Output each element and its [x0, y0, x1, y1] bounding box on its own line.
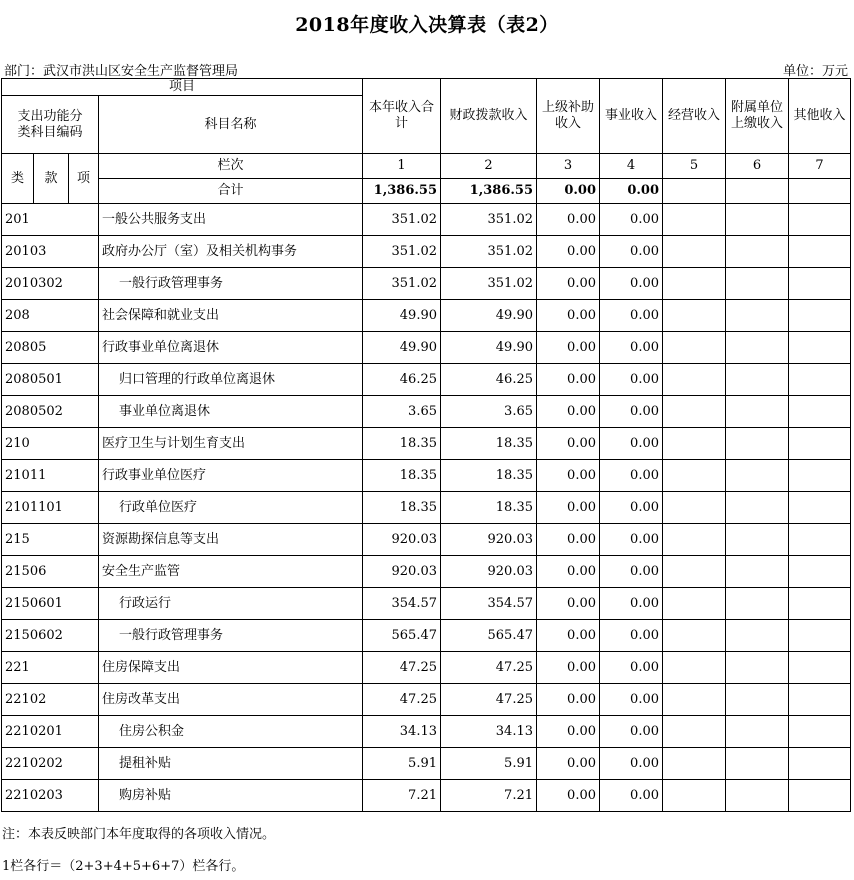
row-value-col-5: [663, 268, 726, 300]
row-value-col-2: 49.90: [441, 300, 537, 332]
row-subject-name: 行政事业单位离退休: [99, 332, 363, 364]
row-value-col-3: 0.00: [537, 524, 600, 556]
row-value-col-3: 0.00: [537, 652, 600, 684]
row-value-col-1: 351.02: [363, 236, 441, 268]
kuan-header: 款: [34, 154, 69, 204]
row-value-col-2: 18.35: [441, 492, 537, 524]
lanci-label: 栏次: [99, 154, 363, 179]
col-header-4: 事业收入: [600, 79, 663, 154]
row-value-col-1: 351.02: [363, 204, 441, 236]
row-value-col-1: 34.13: [363, 716, 441, 748]
col-header-6: 附属单位上缴收入: [726, 79, 789, 154]
row-value-col-1: 18.35: [363, 428, 441, 460]
row-value-col-4: 0.00: [600, 364, 663, 396]
row-value-col-2: 7.21: [441, 780, 537, 812]
table-row: [2, 780, 851, 812]
row-value-col-7: [789, 588, 851, 620]
row-subject-name: 事业单位离退休: [99, 396, 363, 428]
row-value-col-4: 0.00: [600, 492, 663, 524]
row-value-col-7: [789, 236, 851, 268]
row-value-col-2: 18.35: [441, 460, 537, 492]
row-value-col-5: [663, 396, 726, 428]
row-value-col-2: 3.65: [441, 396, 537, 428]
row-value-col-4: 0.00: [600, 556, 663, 588]
col-header-2: 财政拨款收入: [441, 79, 537, 154]
row-code: 210: [2, 428, 99, 460]
unit-label: 单位：万元: [782, 64, 848, 79]
row-code: 22102: [2, 684, 99, 716]
row-subject-name: 行政运行: [99, 588, 363, 620]
row-value-col-2: 351.02: [441, 204, 537, 236]
col-num-3: 3: [537, 154, 600, 179]
project-header: 项目: [2, 79, 363, 96]
row-value-col-7: [789, 300, 851, 332]
row-value-col-7: [789, 556, 851, 588]
row-value-col-1: 18.35: [363, 460, 441, 492]
row-value-col-6: [726, 684, 789, 716]
code-group-header: 支出功能分类科目编码: [2, 96, 99, 154]
row-value-col-4: 0.00: [600, 748, 663, 780]
row-value-col-7: [789, 460, 851, 492]
row-subject-name: 资源勘探信息等支出: [99, 524, 363, 556]
row-value-col-1: 5.91: [363, 748, 441, 780]
total-value: 1,386.55: [441, 179, 537, 204]
row-value-col-4: 0.00: [600, 268, 663, 300]
row-value-col-5: [663, 716, 726, 748]
row-value-col-2: 46.25: [441, 364, 537, 396]
col-num-4: 4: [600, 154, 663, 179]
total-value: 1,386.55: [363, 179, 441, 204]
row-value-col-2: 47.25: [441, 652, 537, 684]
table-row: [2, 396, 851, 428]
row-value-col-3: 0.00: [537, 236, 600, 268]
row-value-col-7: [789, 364, 851, 396]
row-value-col-6: [726, 268, 789, 300]
row-code: 21011: [2, 460, 99, 492]
row-value-col-6: [726, 716, 789, 748]
row-value-col-3: 0.00: [537, 396, 600, 428]
row-value-col-5: [663, 364, 726, 396]
row-value-col-6: [726, 300, 789, 332]
note-2: 1栏各行＝（2+3+4+5+6+7）栏各行。: [2, 859, 245, 874]
row-value-col-3: 0.00: [537, 588, 600, 620]
row-value-col-4: 0.00: [600, 332, 663, 364]
row-value-col-1: 3.65: [363, 396, 441, 428]
row-value-col-6: [726, 492, 789, 524]
col-num-2: 2: [441, 154, 537, 179]
total-row: [2, 179, 851, 204]
col-num-1: 1: [363, 154, 441, 179]
row-subject-name: 住房改革支出: [99, 684, 363, 716]
total-value: 0.00: [600, 179, 663, 204]
row-value-col-5: [663, 460, 726, 492]
row-value-col-1: 565.47: [363, 620, 441, 652]
row-value-col-5: [663, 428, 726, 460]
row-value-col-5: [663, 492, 726, 524]
row-code: 2010302: [2, 268, 99, 300]
col-header-7: 其他收入: [789, 79, 851, 154]
row-subject-name: 一般行政管理事务: [99, 268, 363, 300]
row-value-col-7: [789, 684, 851, 716]
row-value-col-2: 47.25: [441, 684, 537, 716]
row-value-col-6: [726, 460, 789, 492]
table-row: [2, 684, 851, 716]
row-value-col-2: 34.13: [441, 716, 537, 748]
header-row-project: [2, 79, 851, 96]
table-row: [2, 588, 851, 620]
row-subject-name: 社会保障和就业支出: [99, 300, 363, 332]
row-subject-name: 一般行政管理事务: [99, 620, 363, 652]
row-value-col-1: 351.02: [363, 268, 441, 300]
row-value-col-6: [726, 428, 789, 460]
row-value-col-6: [726, 332, 789, 364]
note-1: 注：本表反映部门本年度取得的各项收入情况。: [2, 827, 276, 842]
row-value-col-1: 920.03: [363, 524, 441, 556]
row-value-col-3: 0.00: [537, 364, 600, 396]
page-title: 2018年度收入决算表（表2）: [295, 14, 559, 36]
total-value: [726, 179, 789, 204]
col-num-5: 5: [663, 154, 726, 179]
row-value-col-1: 47.25: [363, 652, 441, 684]
row-value-col-3: 0.00: [537, 684, 600, 716]
row-value-col-5: [663, 588, 726, 620]
row-subject-name: 行政单位医疗: [99, 492, 363, 524]
row-value-col-4: 0.00: [600, 396, 663, 428]
row-value-col-4: 0.00: [600, 620, 663, 652]
row-value-col-1: 7.21: [363, 780, 441, 812]
row-subject-name: 政府办公厅（室）及相关机构事务: [99, 236, 363, 268]
row-value-col-2: 5.91: [441, 748, 537, 780]
row-code: 2210201: [2, 716, 99, 748]
row-code: 20103: [2, 236, 99, 268]
row-value-col-7: [789, 204, 851, 236]
row-value-col-2: 920.03: [441, 556, 537, 588]
income-table: [1, 78, 851, 812]
row-value-col-6: [726, 524, 789, 556]
row-value-col-6: [726, 620, 789, 652]
row-subject-name: 提租补贴: [99, 748, 363, 780]
table-row: [2, 332, 851, 364]
row-value-col-5: [663, 556, 726, 588]
row-value-col-6: [726, 588, 789, 620]
row-subject-name: 住房公积金: [99, 716, 363, 748]
row-value-col-3: 0.00: [537, 716, 600, 748]
row-value-col-5: [663, 780, 726, 812]
table-row: [2, 268, 851, 300]
row-code: 2210203: [2, 780, 99, 812]
total-value: [663, 179, 726, 204]
row-code: 208: [2, 300, 99, 332]
row-code: 221: [2, 652, 99, 684]
row-subject-name: 行政事业单位医疗: [99, 460, 363, 492]
row-value-col-6: [726, 556, 789, 588]
row-value-col-3: 0.00: [537, 620, 600, 652]
row-value-col-4: 0.00: [600, 204, 663, 236]
row-value-col-3: 0.00: [537, 492, 600, 524]
row-value-col-4: 0.00: [600, 428, 663, 460]
row-value-col-6: [726, 396, 789, 428]
row-value-col-7: [789, 620, 851, 652]
row-code: 21506: [2, 556, 99, 588]
row-value-col-6: [726, 780, 789, 812]
row-value-col-5: [663, 684, 726, 716]
row-value-col-3: 0.00: [537, 460, 600, 492]
row-value-col-4: 0.00: [600, 300, 663, 332]
row-value-col-7: [789, 428, 851, 460]
row-value-col-3: 0.00: [537, 300, 600, 332]
table-row: [2, 300, 851, 332]
table-row: [2, 492, 851, 524]
row-value-col-1: 49.90: [363, 332, 441, 364]
row-value-col-7: [789, 652, 851, 684]
row-value-col-3: 0.00: [537, 204, 600, 236]
row-value-col-5: [663, 524, 726, 556]
table-row: [2, 364, 851, 396]
row-value-col-5: [663, 620, 726, 652]
col-header-3: 上级补助收入: [537, 79, 600, 154]
table-row: [2, 652, 851, 684]
lei-header: 类: [2, 154, 34, 204]
col-num-6: 6: [726, 154, 789, 179]
row-value-col-4: 0.00: [600, 780, 663, 812]
row-subject-name: 住房保障支出: [99, 652, 363, 684]
row-value-col-1: 354.57: [363, 588, 441, 620]
table-row: [2, 460, 851, 492]
table-row: [2, 524, 851, 556]
row-value-col-4: 0.00: [600, 524, 663, 556]
total-value: 0.00: [537, 179, 600, 204]
table-row: [2, 620, 851, 652]
row-value-col-5: [663, 300, 726, 332]
row-value-col-7: [789, 524, 851, 556]
row-value-col-7: [789, 716, 851, 748]
row-value-col-2: 351.02: [441, 236, 537, 268]
row-value-col-6: [726, 204, 789, 236]
row-code: 2080501: [2, 364, 99, 396]
row-value-col-5: [663, 204, 726, 236]
row-value-col-7: [789, 492, 851, 524]
row-value-col-6: [726, 652, 789, 684]
row-value-col-2: 920.03: [441, 524, 537, 556]
row-value-col-3: 0.00: [537, 428, 600, 460]
row-code: 215: [2, 524, 99, 556]
department-label: 部门：武汉市洪山区安全生产监督管理局: [4, 64, 239, 79]
row-value-col-7: [789, 748, 851, 780]
table-row: [2, 556, 851, 588]
row-value-col-4: 0.00: [600, 652, 663, 684]
row-value-col-2: 565.47: [441, 620, 537, 652]
row-value-col-3: 0.00: [537, 748, 600, 780]
table-row: [2, 236, 851, 268]
row-code: 2150602: [2, 620, 99, 652]
row-value-col-1: 46.25: [363, 364, 441, 396]
row-value-col-4: 0.00: [600, 460, 663, 492]
table-row: [2, 204, 851, 236]
row-value-col-7: [789, 332, 851, 364]
row-value-col-1: 18.35: [363, 492, 441, 524]
row-value-col-4: 0.00: [600, 588, 663, 620]
row-value-col-1: 47.25: [363, 684, 441, 716]
row-code: 20805: [2, 332, 99, 364]
row-value-col-5: [663, 652, 726, 684]
row-value-col-6: [726, 748, 789, 780]
row-subject-name: 购房补贴: [99, 780, 363, 812]
row-subject-name: 归口管理的行政单位离退休: [99, 364, 363, 396]
row-value-col-5: [663, 236, 726, 268]
row-code: 2080502: [2, 396, 99, 428]
row-value-col-3: 0.00: [537, 268, 600, 300]
row-value-col-5: [663, 332, 726, 364]
row-value-col-1: 920.03: [363, 556, 441, 588]
table-row: [2, 716, 851, 748]
row-code: 2150601: [2, 588, 99, 620]
table-row: [2, 428, 851, 460]
row-code: 2101101: [2, 492, 99, 524]
row-value-col-3: 0.00: [537, 780, 600, 812]
row-value-col-4: 0.00: [600, 716, 663, 748]
row-value-col-4: 0.00: [600, 236, 663, 268]
row-code: 2210202: [2, 748, 99, 780]
row-subject-name: 医疗卫生与计划生育支出: [99, 428, 363, 460]
row-value-col-1: 49.90: [363, 300, 441, 332]
row-subject-name: 一般公共服务支出: [99, 204, 363, 236]
row-value-col-2: 18.35: [441, 428, 537, 460]
table-row: [2, 748, 851, 780]
row-value-col-7: [789, 268, 851, 300]
row-value-col-2: 351.02: [441, 268, 537, 300]
row-value-col-7: [789, 780, 851, 812]
row-value-col-3: 0.00: [537, 556, 600, 588]
row-value-col-2: 354.57: [441, 588, 537, 620]
col-num-7: 7: [789, 154, 851, 179]
row-value-col-2: 49.90: [441, 332, 537, 364]
subject-name-header: 科目名称: [99, 96, 363, 154]
header-row-lanci: [2, 154, 851, 179]
row-code: 201: [2, 204, 99, 236]
col-header-5: 经营收入: [663, 79, 726, 154]
row-subject-name: 安全生产监管: [99, 556, 363, 588]
row-value-col-3: 0.00: [537, 332, 600, 364]
xiang-header: 项: [69, 154, 99, 204]
row-value-col-4: 0.00: [600, 684, 663, 716]
total-value: [789, 179, 851, 204]
row-value-col-6: [726, 364, 789, 396]
col-header-1: 本年收入合计: [363, 79, 441, 154]
row-value-col-7: [789, 396, 851, 428]
row-value-col-5: [663, 748, 726, 780]
row-value-col-6: [726, 236, 789, 268]
total-label: 合计: [99, 179, 363, 204]
